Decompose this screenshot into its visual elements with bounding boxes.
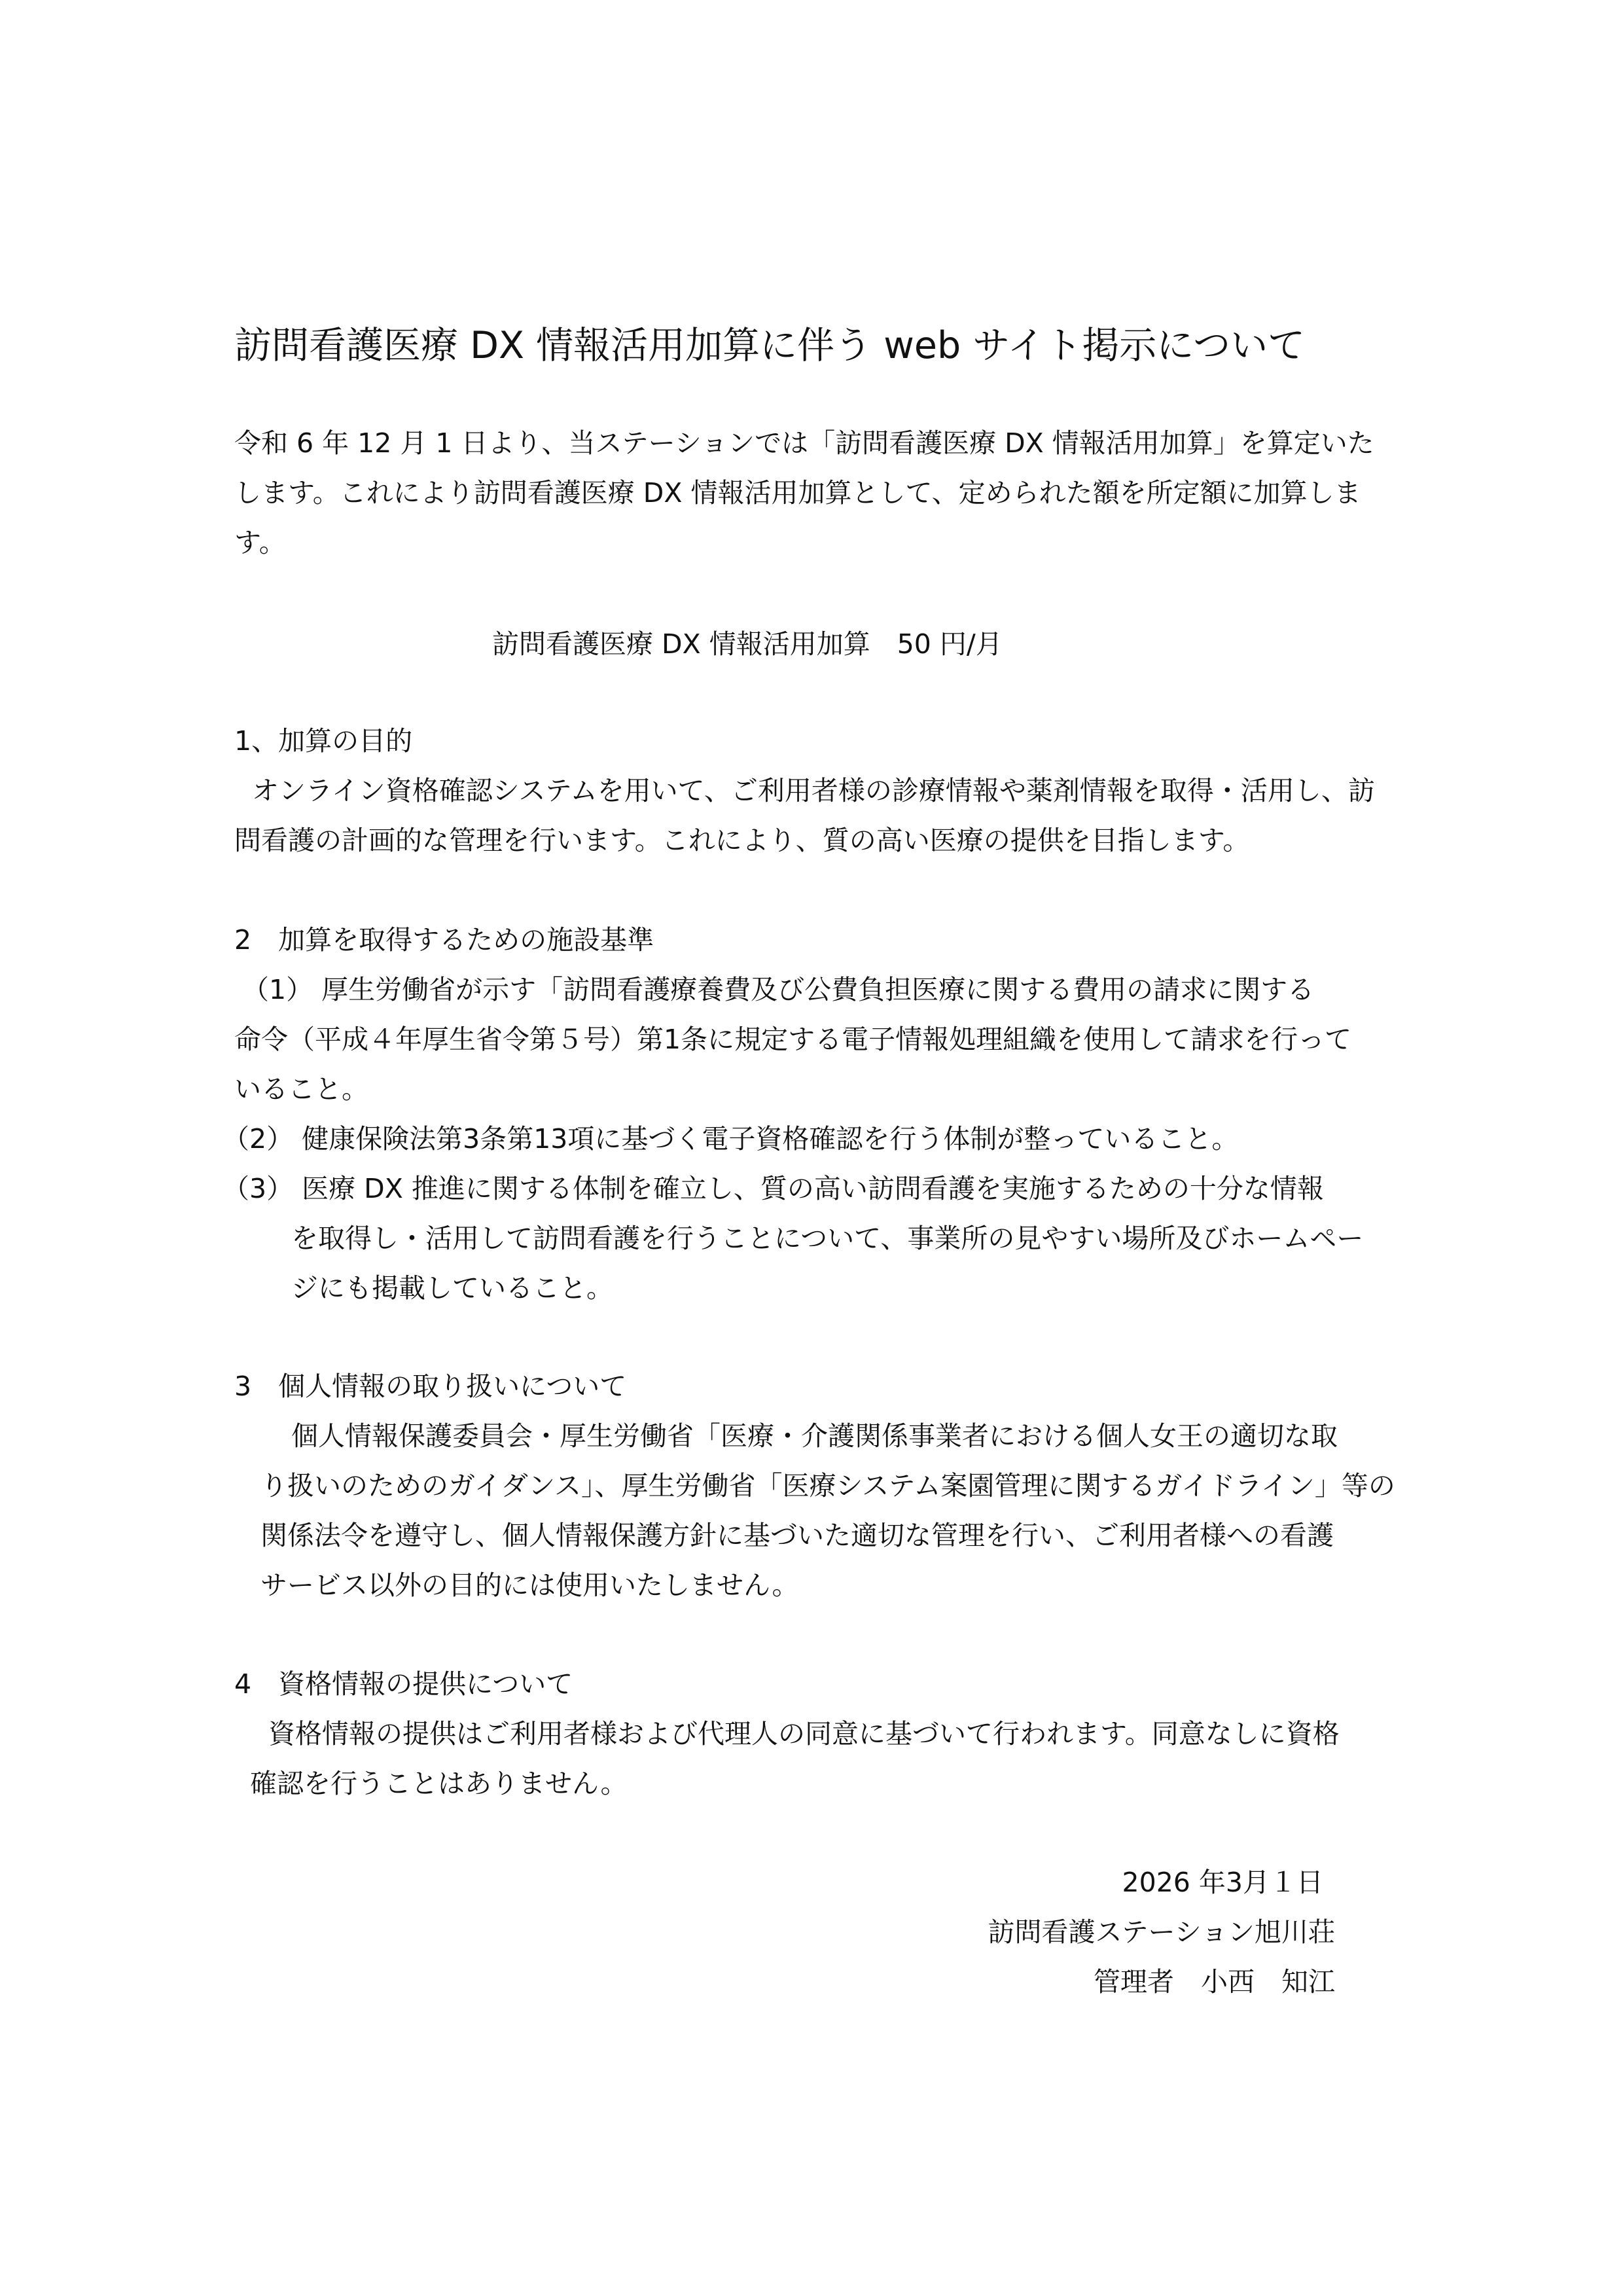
standard-item-3-line: を取得し・活用して訪問看護を行うことについて、事業所の見やすい場所及びホームペー [291,1223,1364,1254]
section-line: 個人情報保護委員会・厚生労働省「医療・介護関係事業者における個人女王の適切な取 [291,1420,1338,1452]
standard-item-3-line: ジにも掲載していること。 [291,1272,613,1304]
organization-name: 訪問看護ステーション旭川荘 [988,1916,1335,1948]
standard-item-3-line: （3） 医療 DX 推進に関する体制を確立し、質の高い訪問看護を実施するための十分な情報 [223,1173,1324,1204]
section-heading: 1、加算の目的 [234,725,413,757]
section-line: 関係法令を遵守し、個人情報保護方針に基づいた適切な管理を行い、ご利用者様への看護 [260,1520,1334,1551]
section-line: 資格情報の提供はご利用者様および代理人の同意に基づいて行われます。同意なしに資格 [268,1718,1340,1749]
section-line: り扱いのためのガイダンス」、厚生労働省「医療システム案園管理に関するガイドライン」等の [260,1470,1395,1501]
intro-line: します。これにより訪問看護医療 DX 情報活用加算として、定められた額を所定額に加算しま [234,477,1361,509]
fee-line: 訪問看護医療 DX 情報活用加算 50 円/月 [492,628,1003,660]
section-line: オンライン資格確認システムを用いて、ご利用者様の診療情報や薬剤情報を取得・活用し、訪 [252,775,1375,806]
standard-item-2: （2） 健康保険法第3条第13項に基づく電子資格確認を行う体制が整っていること。 [223,1123,1239,1155]
manager-name: 管理者 小西 知江 [1094,1966,1335,1998]
standard-item-1-line: 命令（平成４年厚生省令第５号）第1条に規定する電子情報処理組織を使用して請求を行って [234,1024,1352,1055]
section-heading: 2 加算を取得するための施設基準 [234,924,654,956]
standard-item-1-line: いること。 [234,1073,368,1105]
intro-line: 令和 6 年 12 月 1 日より、当ステーションでは「訪問看護医療 DX 情報活用加算」を算定いた [234,427,1374,459]
section-line: 問看護の計画的な管理を行います。これにより、質の高い医療の提供を目指します。 [234,825,1250,856]
section-heading: 3 個人情報の取り扱いについて [234,1371,627,1402]
intro-line: す。 [234,527,286,558]
section-heading: 4 資格情報の提供について [234,1668,573,1700]
section-line: サービス以外の目的には使用いたしません。 [260,1570,799,1601]
section-line: 確認を行うことはありません。 [250,1768,628,1799]
issue-date: 2026 年3月１日 [1122,1867,1323,1898]
document-title: 訪問看護医療 DX 情報活用加算に伴う web サイト掲示について [234,324,1306,367]
standard-item-1-line: （1） 厚生労働省が示す「訪問看護療養費及び公費負担医療に関する費用の請求に関する [242,974,1315,1005]
